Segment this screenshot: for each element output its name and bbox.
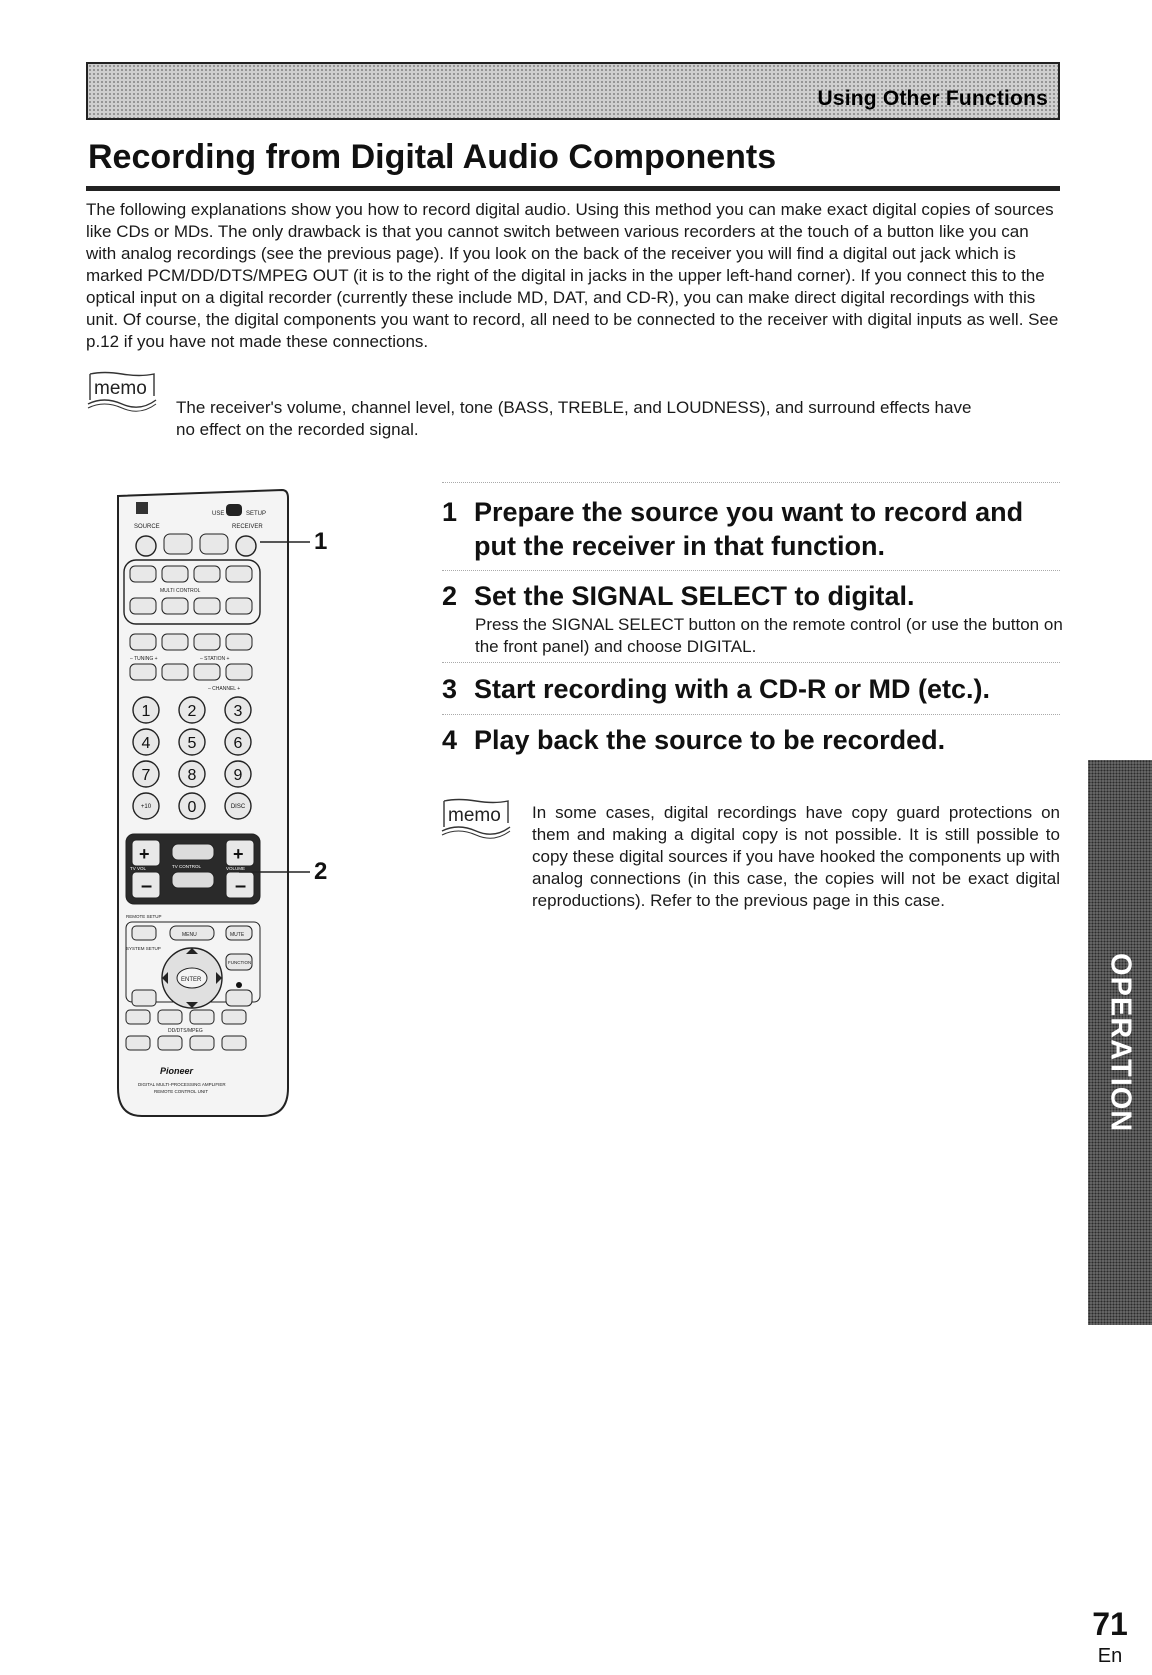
remote-control-drawing — [112, 488, 374, 1118]
remote-dd-dts-mpeg-label: DD/DTS/MPEG — [168, 1028, 203, 1034]
remote-brand-logo: Pioneer — [160, 1066, 194, 1076]
remote-function-label: FUNCTION — [228, 960, 252, 965]
section-label: Using Other Functions — [817, 87, 1048, 110]
remote-volume-label: VOLUME — [226, 866, 246, 871]
step-3-title: Start recording with a CD-R or MD (etc.). — [474, 674, 991, 704]
section-header-band — [86, 62, 1060, 120]
remote-numpad-label: 4 — [141, 735, 151, 752]
remote-numpad-label: 3 — [233, 703, 243, 720]
step-separator — [442, 482, 1060, 483]
step-separator — [442, 570, 1060, 571]
remote-numpad-label: 2 — [187, 703, 197, 720]
remote-receiver-label: RECEIVER — [232, 524, 263, 530]
remote-tv-control-label: TV CONTROL — [172, 864, 202, 869]
section-side-tab — [1088, 760, 1152, 1325]
page-number: 71 — [1092, 1606, 1128, 1642]
svg-text:–: – — [141, 875, 153, 897]
step-4-number: 4 — [442, 725, 458, 755]
remote-use-label: USE — [212, 511, 225, 517]
step-4-title: Play back the source to be recorded. — [474, 725, 946, 755]
remote-model-line-2: REMOTE CONTROL UNIT — [154, 1089, 209, 1094]
title-rule — [86, 186, 1060, 191]
remote-model-line-1: DIGITAL MULTI-PROCESSING AMPLIFIER — [138, 1082, 226, 1087]
memo-label: memo — [448, 805, 501, 826]
step-3-number: 3 — [442, 674, 458, 704]
remote-numpad-label: DISC — [230, 804, 246, 810]
step-2-title: Set the SIGNAL SELECT to digital. — [474, 581, 915, 611]
remote-numpad-label: 7 — [141, 767, 151, 784]
remote-numpad-label: 1 — [141, 703, 151, 720]
svg-text:+: + — [233, 844, 244, 864]
remote-setup-label: SETUP — [246, 511, 267, 517]
memo-icon — [438, 797, 514, 839]
remote-numpad-label: 6 — [233, 735, 243, 752]
remote-control-illustration — [112, 488, 374, 1118]
svg-text:–: – — [235, 875, 247, 897]
memo-label: memo — [94, 378, 147, 399]
remote-station-label: – STATION + — [200, 656, 230, 662]
remote-tv-vol-label: TV VOL — [130, 866, 147, 871]
remote-source-label: SOURCE — [134, 524, 160, 530]
remote-numpad-label: 0 — [187, 799, 197, 816]
remote-numpad-label: 8 — [187, 767, 197, 784]
remote-numpad-label: 9 — [233, 767, 243, 784]
page-title: Recording from Digital Audio Components — [88, 138, 777, 176]
callout-1: 1 — [314, 528, 328, 555]
step-2-description: Press the SIGNAL SELECT button on the remote control (or use the button on the front panel) and choose DIGITAL. — [475, 615, 1063, 656]
step-2-number: 2 — [442, 581, 458, 611]
remote-mute-label: MUTE — [230, 932, 245, 938]
intro-paragraph: The following explanations show you how to record digital audio. Using this method you can make exact digital copies of sources like CDs or MDs. The only drawback is that you cannot switch between various recorders at the touch of a button like you can with analog recordings (see the previous page). If you look on the back of the receiver you will find a digital out jack which is marked PCM/DD/DTS/MPEG OUT (it is to the right of the digital in jacks in the upper left-hand corner). If you connect this to the optical input on a digital recorder (currently these include MD, DAT, and CD-R), you can make direct digital recordings with this unit. Of course, the digital components you want to record, all need to be connected to the receiver with digital inputs as well. See p.12 if you have not made these connections. — [86, 200, 1059, 351]
remote-numpad-label: 5 — [187, 735, 197, 752]
callout-2: 2 — [314, 858, 328, 885]
step-1-title: Prepare the source you want to record and put the receiver in that function. — [474, 497, 1024, 561]
page-language: En — [1097, 1645, 1123, 1667]
remote-remote-setup-label: REMOTE SETUP — [126, 914, 162, 919]
remote-tuning-label: – TUNING + — [130, 656, 158, 662]
memo-icon — [84, 370, 160, 412]
remote-multi-control-label: MULTI CONTROL — [160, 588, 201, 594]
remote-channel-label: – CHANNEL + — [208, 686, 241, 692]
memo-note-1: The receiver's volume, channel level, tone (BASS, TREBLE, and LOUDNESS), and surround effects have no effect on the recorded signal. — [176, 398, 972, 439]
remote-enter-label: ENTER — [181, 977, 202, 983]
remote-system-setup-label: SYSTEM SETUP — [126, 946, 161, 951]
memo-note-2: In some cases, digital recordings have copy guard protections on them and making a digital copy is not possible. It is still possible to copy these digital sources if you have hooked the components up with analog connections (in this case, the copies will not be exact digital reproductions). Refer to the previous page in this case. — [532, 803, 1060, 910]
side-tab-label: OPERATION — [1104, 952, 1137, 1133]
step-1-number: 1 — [442, 497, 458, 527]
svg-text:+: + — [139, 844, 150, 864]
remote-numpad-label: +10 — [140, 804, 152, 810]
step-separator — [442, 714, 1060, 715]
remote-menu-label: MENU — [182, 932, 197, 938]
step-separator — [442, 662, 1060, 663]
